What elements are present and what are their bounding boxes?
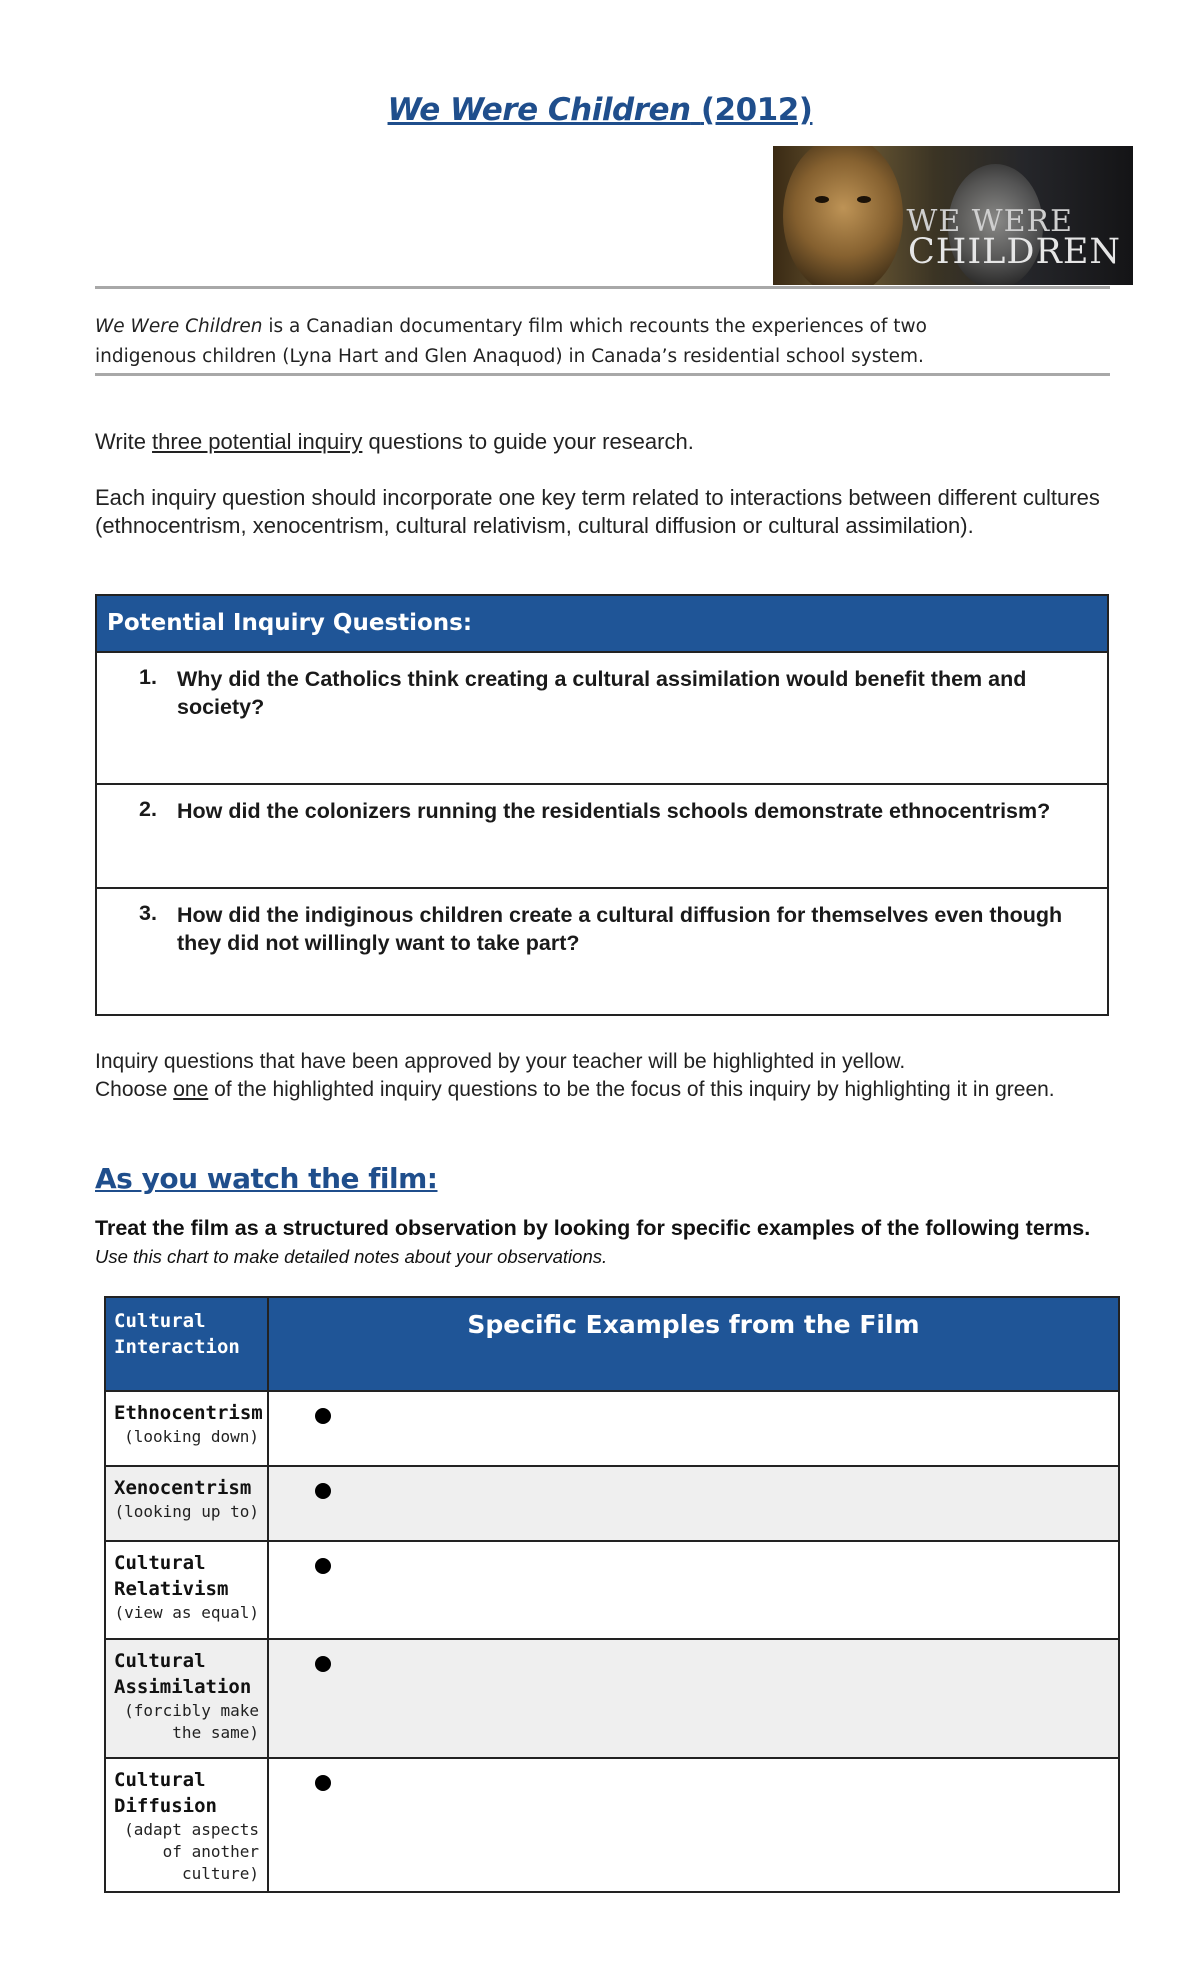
- term-description: (looking up to): [114, 1502, 259, 1521]
- divider-top: [95, 286, 1110, 289]
- question-number: 1.: [139, 665, 157, 689]
- instruction-key-terms: Each inquiry question should incorporate one key term related to interactions between different cultures (ethnocentrism, xenocentrism, cultural relativism, cultural diffusion or cultural assimilation).: [95, 485, 1100, 538]
- observation-instruction: [95, 1214, 1125, 1271]
- examples-cell[interactable]: [268, 1466, 1119, 1541]
- term-description: (looking down): [124, 1427, 259, 1446]
- term-description: (forcibly make the same): [124, 1701, 259, 1742]
- term-description: (adapt aspects of another culture): [124, 1820, 259, 1883]
- question-number: 3.: [139, 901, 157, 925]
- examples-cell[interactable]: [268, 1541, 1119, 1639]
- bullet-icon: [315, 1656, 331, 1672]
- term-description: (view as equal): [114, 1603, 259, 1622]
- film-intro: [95, 312, 1110, 372]
- bullet-icon: [315, 1483, 331, 1499]
- instruction-text: questions to guide your research.: [362, 429, 694, 454]
- instruction-text: Write: [95, 429, 153, 454]
- examples-cell[interactable]: [268, 1758, 1119, 1892]
- table-row: [105, 1639, 1119, 1758]
- term-name: Ethnocentrism: [114, 1402, 263, 1424]
- choose-note: [95, 1076, 1110, 1104]
- table-row: [105, 1758, 1119, 1892]
- term-name: Cultural Diffusion: [114, 1769, 217, 1817]
- bullet-icon: [315, 1775, 331, 1791]
- table-row: [105, 1391, 1119, 1466]
- col-header-examples: Specific Examples from the Film: [268, 1297, 1119, 1391]
- watch-film-heading: As you watch the film:: [95, 1162, 438, 1195]
- col-header-interaction: Cultural Interaction: [105, 1297, 268, 1391]
- table-row: [105, 1466, 1119, 1541]
- question-text: How did the indiginous children create a cultural diffusion for themselves even though they did not willingly want to take part?: [177, 903, 1063, 955]
- examples-cell[interactable]: [268, 1639, 1119, 1758]
- question-text: How did the colonizers running the residentials schools demonstrate ethnocentrism?: [177, 799, 1051, 823]
- intro-text-line2: indigenous children (Lyna Hart and Glen Anaquod) in Canada’s residential school system.: [95, 346, 924, 367]
- term-cell: [105, 1391, 268, 1466]
- approval-note: Inquiry questions that have been approved by your teacher will be highlighted in yellow.: [95, 1050, 906, 1073]
- divider-bottom: [95, 373, 1110, 376]
- instruction-emphasis: three potential inquiry: [152, 429, 363, 454]
- inquiry-questions-box: [95, 594, 1109, 1016]
- page-title: [0, 92, 1200, 128]
- instruction-hint: Use this chart to make detailed notes about your observations.: [95, 1246, 608, 1267]
- inquiry-question-row: [97, 653, 1107, 785]
- film-year: (2012): [700, 92, 813, 128]
- question-number: 2.: [139, 797, 157, 821]
- term-cell: [105, 1466, 268, 1541]
- poster-child-face: [783, 146, 903, 285]
- poster-eye: [857, 196, 871, 203]
- term-cell: [105, 1758, 268, 1892]
- bullet-icon: [315, 1408, 331, 1424]
- poster-eye: [815, 196, 829, 203]
- examples-cell[interactable]: [268, 1391, 1119, 1466]
- film-poster-image: [773, 146, 1133, 285]
- note-text: of the highlighted inquiry questions to be the focus of this inquiry by highlighting it in green.: [208, 1078, 1055, 1101]
- note-text: Choose: [95, 1078, 174, 1101]
- note-emphasis: one: [173, 1078, 209, 1101]
- film-title: We Were Children: [387, 92, 691, 128]
- term-cell: [105, 1541, 268, 1639]
- inquiry-question-row: [97, 889, 1107, 1016]
- instruction-write-questions: [95, 428, 1110, 456]
- inquiry-question-row: [97, 785, 1107, 889]
- observation-table: [104, 1296, 1120, 1893]
- inquiry-questions-heading: Potential Inquiry Questions:: [97, 596, 1107, 653]
- poster-text-line1: WE WERE: [906, 204, 1073, 239]
- poster-text-line2: CHILDREN: [908, 232, 1121, 272]
- intro-film-name: We Were Children: [95, 316, 263, 337]
- term-name: Xenocentrism: [114, 1477, 252, 1499]
- intro-text-line1: is a Canadian documentary film which recounts the experiences of two: [262, 316, 927, 337]
- term-name: Cultural Relativism: [114, 1552, 229, 1600]
- question-text: Why did the Catholics think creating a cultural assimilation would benefit them and society?: [177, 667, 1027, 719]
- term-cell: [105, 1639, 268, 1758]
- term-name: Cultural Assimilation: [114, 1650, 252, 1698]
- instruction-bold: Treat the film as a structured observation by looking for specific examples of the following terms.: [95, 1216, 1091, 1240]
- bullet-icon: [315, 1558, 331, 1574]
- table-row: [105, 1541, 1119, 1639]
